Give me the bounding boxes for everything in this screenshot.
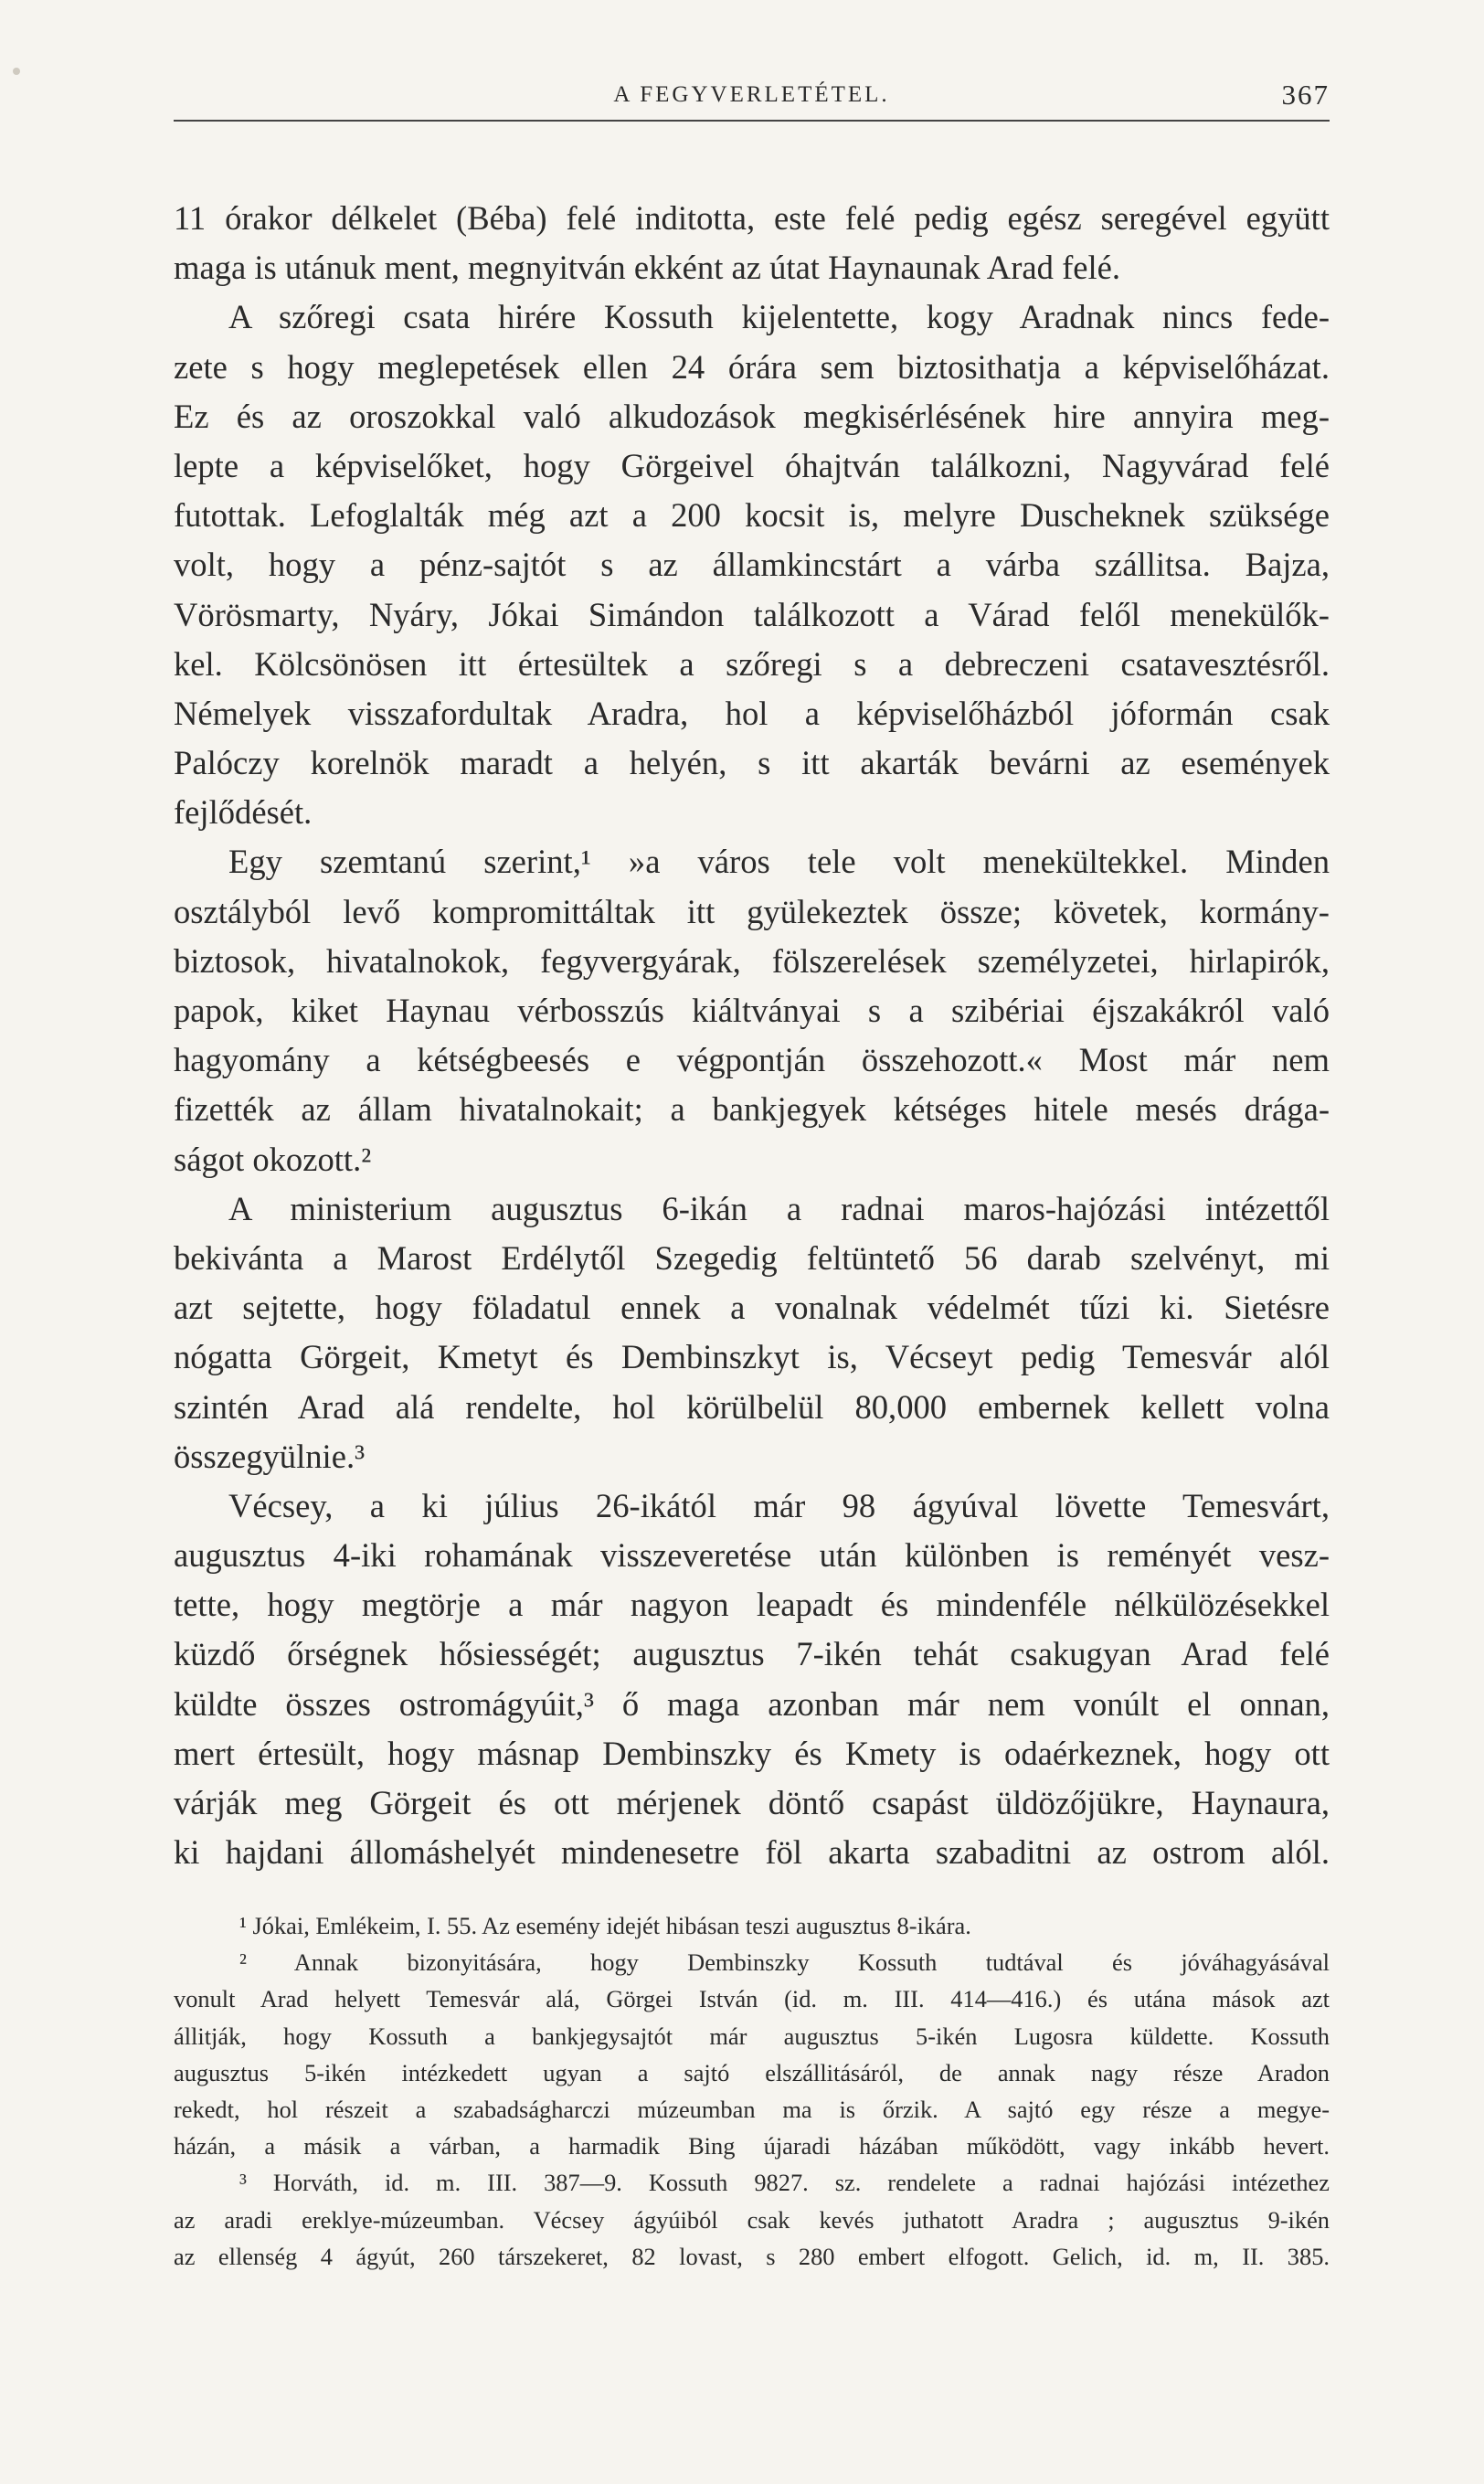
running-title: A FEGYVERLETÉTEL.: [613, 82, 890, 107]
body-line: összegyülnie.³: [174, 1437, 366, 1475]
body-line: nógatta Görgeit, Kmetyt és Dembinszkyt is, Vécseyt pedig Temesvár alól: [174, 1338, 1330, 1376]
body-line: zete s hogy meglepetések ellen 24 órára sem biztosithatja a képviselőházat.: [174, 347, 1330, 386]
header-rule: [174, 120, 1330, 122]
body-line: Némelyek visszafordultak Aradra, hol a képviselőházból jóformán csak: [174, 694, 1330, 732]
body-line: fejlődését.: [174, 793, 313, 832]
body-line: osztályból levő kompromittáltak itt gyülekeztek össze; követek, kormány-: [174, 892, 1330, 930]
body-line: augusztus 4-iki rohamának visszeveretése után különben is reményét vesz-: [174, 1536, 1330, 1575]
body-line: mert értesült, hogy másnap Dembinszky és Kmety is odaérkeznek, hogy ott: [174, 1734, 1330, 1772]
footnote-line: vonult Arad helyett Temesvár alá, Görgei István (id. m. III. 414—416.) és utána mások azt: [174, 1985, 1330, 2013]
page-number: 367: [1281, 79, 1330, 111]
body-line: Vörösmarty, Nyáry, Jókai Simándon találkozott a Várad felől menekülők-: [174, 595, 1330, 633]
body-line: Ez és az oroszokkal való alkudozások megkisérlésének hire annyira meg-: [174, 397, 1330, 435]
body-line: Vécsey, a ki július 26-ikától már 98 ágyúval lövette Temesvárt,: [228, 1486, 1330, 1524]
body-line: bekivánta a Marost Erdélytől Szegedig feltüntető 56 darab szelvényt, mi: [174, 1238, 1330, 1277]
running-header: [174, 79, 1330, 115]
body-line: papok, kiket Haynau vérbosszús kiáltványai s a szibériai éjszakákról való: [174, 992, 1330, 1029]
body-line: Palóczy korelnök maradt a helyén, s itt akarták bevárni az események: [174, 744, 1330, 782]
body-line: futottak. Lefoglalták még azt a 200 kocsit is, melyre Duscheknek szüksége: [174, 496, 1330, 535]
body-line: tette, hogy megtörje a már nagyon leapadt és mindenféle nélkülözésekkel: [174, 1586, 1330, 1624]
body-line: volt, hogy a pénz-sajtót s az államkincstárt a várba szállitsa. Bajza,: [174, 546, 1330, 584]
body-line: hagyomány a kétségbeesés e végpontján összehozott.« Most már nem: [174, 1041, 1330, 1079]
body-text: [174, 194, 1330, 1877]
footnote-line: augusztus 5-ikén intézkedett ugyan a sajtó elszállitásáról, de annak nagy része Aradon: [174, 2058, 1330, 2086]
footnote-line: az ellenség 4 ágyút, 260 társzekeret, 82 lovast, s 280 embert elfogott. Gelich, id. m, II. 385.: [174, 2242, 1330, 2270]
body-line: maga is utánuk ment, megnyitván ekként az útat Haynaunak Arad felé.: [174, 249, 1121, 287]
body-line: biztosok, hivatalnokok, fegyvergyárak, fölszerelések személyzetei, hirlapirók,: [174, 941, 1330, 980]
footnote-line: az aradi ereklye-múzeumban. Vécsey ágyúiból csak kevés juthatott Aradra ; augusztus 9-ikén: [174, 2205, 1330, 2234]
footnote-line: házán, a másik a várban, a harmadik Bing újaradi házában működött, vagy inkább hevert.: [174, 2132, 1330, 2160]
body-line: 11 órakor délkelet (Béba) felé inditotta, este felé pedig egész seregével együtt: [174, 199, 1330, 237]
footnote-line: rekedt, hol részeit a szabadságharczi múzeumban ma is őrzik. A sajtó egy része a megye-: [174, 2095, 1330, 2123]
body-line: ki hajdani állomáshelyét mindenesetre föl akarta szabaditni az ostrom alól.: [174, 1833, 1330, 1872]
body-line: ságot okozott.²: [174, 1140, 372, 1178]
footnote-line: ² Annak bizonyitására, hogy Dembinszky Kossuth tudtával és jóváhagyásával: [239, 1948, 1330, 1977]
body-line: fizették az állam hivatalnokait; a bankjegyek kétséges hitele mesés drága-: [174, 1090, 1330, 1129]
body-line: szintén Arad alá rendelte, hol körülbelül 80,000 embernek kellett volna: [174, 1387, 1330, 1426]
body-line: A szőregi csata hirére Kossuth kijelentette, kogy Aradnak nincs fede-: [228, 298, 1330, 336]
footnote-line: állitják, hogy Kossuth a bankjegysajtót már augusztus 5-ikén Lugosra küldette. Kossuth: [174, 2022, 1330, 2050]
footnotes: [174, 1907, 1330, 2275]
footnote-line: ³ Horváth, id. m. III. 387—9. Kossuth 9827. sz. rendelete a radnai hajózási intézethez: [239, 2169, 1330, 2197]
body-line: kel. Kölcsönösen itt értesültek a szőregi s a debreczeni csatavesztésről.: [174, 644, 1330, 683]
body-line: azt sejtette, hogy föladatul ennek a vonalnak védelmét tűzi ki. Sietésre: [174, 1289, 1330, 1327]
body-line: lepte a képviselőket, hogy Görgeivel óhajtván találkozni, Nagyvárad felé: [174, 446, 1330, 484]
body-line: várják meg Görgeit és ott mérjenek döntő csapást üldözőjükre, Haynaura,: [174, 1784, 1330, 1821]
body-line: A ministerium augusztus 6-ikán a radnai maros-hajózási intézettől: [228, 1189, 1330, 1227]
body-line: Egy szemtanú szerint,¹ »a város tele volt menekültekkel. Minden: [228, 843, 1330, 881]
body-line: küldte összes ostromágyúit,³ ő maga azonban már nem vonúlt el onnan,: [174, 1684, 1330, 1723]
scan-speck: [13, 68, 20, 75]
footnote-line: ¹ Jókai, Emlékeim, I. 55. Az esemény idejét hibásan teszi augusztus 8-ikára.: [239, 1912, 971, 1939]
body-line: küzdő őrségnek hősiességét; augusztus 7-ikén tehát csakugyan Arad felé: [174, 1635, 1330, 1673]
